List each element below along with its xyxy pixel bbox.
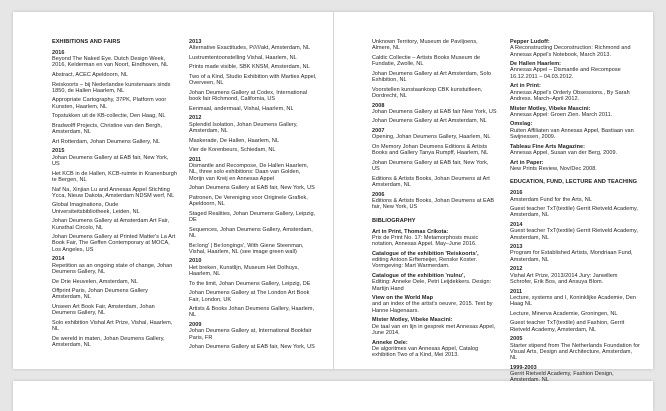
entry: Unseen Art Book Fair, Amsterdam, Johan Deumens Gallery, NL <box>52 304 155 317</box>
year-heading: 2006 <box>372 191 385 198</box>
bib-body: Annesas Appel – Dismantle and Recompose 16.12.2011 – 04.03.2012. <box>510 67 621 80</box>
bib-entry <box>510 39 640 58</box>
entry: Opening, Johan Deumens Gallery, Haarlem, NL <box>372 134 491 141</box>
entry: Staged Realities, Johan Deumens Gallery, Leipzig, DE <box>189 210 316 224</box>
entry: Art Rotterdam, Johan Deumens Gallery, NL <box>52 138 160 145</box>
year-heading: 2010 <box>189 258 202 265</box>
page-fold <box>333 12 334 369</box>
year-heading: 2007 <box>372 128 385 135</box>
entry: Editions & Artists Books, Johan Deumens at EAB fair, New York, US <box>372 197 495 211</box>
bib-body: editing Antoon Erftemeijer, Renske Koster. Vormgeving: Mart Warmerdam. <box>372 257 478 270</box>
entry: Johan Deumens Gallery at Amsterdam Art Fair, Kunsthal Circolo, NL <box>52 218 170 231</box>
entry: Guest teacher TxT(textile) Gerrit Rietveld Academy, Amsterdam, NL <box>510 228 638 241</box>
entry: Lecture, Minerva Academie, Groningen, NL <box>510 310 618 317</box>
bib-title: Catalogue of the exhibition 'Reiskoorts', <box>372 250 479 257</box>
entry: Caldic Collectie – Artists Books Museum de Fundatie, Zwolle, NL <box>372 54 481 68</box>
year-heading: 2015 <box>52 148 65 155</box>
entry: Maskerade, De Hallen, Haarlem, NL <box>189 137 279 144</box>
entry: Be:long' | Be:longings', With Giene Steenman, Vishal, Haarlem, NL (see image green wall) <box>189 242 304 255</box>
entry: Splendid Isolation, Johan Deumens Gallery, Amsterdam, NL <box>189 121 298 135</box>
bib-body: Editing: Anneke Oele, Petri Leijdekkers. Design: Martijn Hand <box>372 279 492 292</box>
entry: Bradwolff Projects, Christine van den Bergh, Amsterdam, NL <box>52 122 163 136</box>
next-page <box>13 381 653 411</box>
bib-body: Annesas Appel's Orderly Obsessions., By Sarah Andress. March–April 2012. <box>510 89 630 102</box>
year-heading: 2009 <box>189 322 202 329</box>
column-exhibitions-2 <box>189 39 317 354</box>
entry: Topstukken uit de KB-collectie, Den Haag, NL <box>52 113 166 120</box>
entry: Het breken, Kunstlijn, Museum Het Dolhuys, Haarlem, NL <box>189 264 300 278</box>
entry: Appropriate Cartography, 37PK, Platform voor Kunsten, Haarlem, NL <box>52 97 167 110</box>
entry: Johan Deumens Gallery at EAB fair New York, US <box>372 108 497 115</box>
bib-entry <box>372 317 497 336</box>
entry: Vishal Art Prize, 2013/2014 Jury: Janwillem Schrofer, Erik Bos, and Ansuya Blom. <box>510 272 618 285</box>
bib-title: Anneke Oele: <box>372 339 408 346</box>
bib-body: A Reconstructing Deconstruction: Richmond and Annesas Appel's Notebook, March 2013. <box>510 45 631 58</box>
year-heading: 2013 <box>189 39 202 45</box>
bib-body: Prix de Print No. 17: Metamorphosis music notation, Annesas Appel. May–June 2016. <box>372 234 479 248</box>
year-heading: 2011 <box>510 288 523 295</box>
column-exhibitions-1 <box>52 39 177 352</box>
bib-title: Mister Motley, Vibeke Mascini: <box>510 105 591 112</box>
entry: Dismantle and Recompose, De Hallen Haarlem, NL, three solo exhibitions: Daan van Golden, Morijn van Kreij en Annesas Appel <box>189 163 309 182</box>
entry: Het KCB in de Hallen, KCB-ruimte in Kranenburgh te Bergen, NL <box>52 170 177 183</box>
entry: Johan Deumens Gallery at Art Amsterdam, Solo Exhibition, NL <box>372 70 491 84</box>
bib-title: De Hallen Haarlem: <box>510 61 562 68</box>
entry: Johan Deumens Gallery at The London Art Book Fair, London, UK <box>189 290 310 303</box>
bib-title: Omslag: <box>510 121 533 128</box>
year-heading: 2016 <box>510 190 523 197</box>
entry: Abstract, ACEC Apeldoorn, NL <box>52 71 128 78</box>
bib-body: Ruiten Affiliaten van Annesas Appel, Bastiaan van Swijnessen, 2009. <box>510 127 634 141</box>
bib-body: New Prints Review, Nov/Dec 2008. <box>510 165 597 172</box>
entry: De wereld in maten, Johan Deumens Gallery, Amsterdam, NL <box>52 335 165 349</box>
bib-body: Annesas Appel, Susan van der Berg, 2009. <box>510 149 618 156</box>
bib-body: De algoritmes van Annesas Appel, Catalog exhibition Two of a Kind, Mei 2013. <box>372 345 479 359</box>
bib-entry <box>510 160 640 173</box>
entry: Johan Deumens Gallery at EAB fair, New York, US <box>189 185 315 192</box>
bib-title: Art in Print, Thomas Crikota: <box>372 228 449 235</box>
year-heading: 2005 <box>510 336 523 343</box>
year-heading: 2014 <box>510 222 523 228</box>
entry: Amsterdam Fund for the Arts, NL <box>510 196 592 203</box>
year-heading: 2011 <box>189 156 202 163</box>
bib-entry <box>510 121 640 140</box>
entry: Vier de Korenbeurs, Schiedam, NL <box>189 147 276 154</box>
entry: Solo exhibition Vishal Art Prize, Vishal, Haarlem, NL <box>52 319 173 333</box>
entry: Prints made visible, SBK KNSM, Amsterdam, NL <box>189 64 310 71</box>
bib-entry <box>372 273 497 292</box>
entry: Two of a Kind, Studio Exhibition with Marties Appel, Overveen, NL <box>189 74 317 87</box>
year-heading: 2016 <box>52 49 65 56</box>
bib-title: View on the World Map <box>372 295 434 302</box>
bib-entry <box>372 251 497 270</box>
bibliography-heading: BIBLIOGRAPHY <box>372 217 416 224</box>
entry: Naf Na, Xinjian Lu and Annesas Appel Stichting Ycca, Nieuw Dakota, Amsterdam NDSM werf, NL <box>52 186 175 199</box>
entry: Lustrumtentoonstelling Vishal, Haarlem, NL <box>189 54 297 61</box>
entry: Johan Deumens Gallery at Printed Matter's La Art Book Fair, The Geffen Contemporary at MOCA, Los Angeles, US <box>52 234 176 253</box>
entry: Johan Deumens Gallery at EAB fair, New York, US <box>52 154 169 168</box>
entry: Johan Deumens Gallery at, International Bookfair Paris, FR <box>189 328 312 341</box>
year-heading: 1999-2003 <box>510 364 537 371</box>
bib-entry <box>510 83 640 102</box>
entry: Global Imaginations, Oude Universiteitsbibliotheek, Leiden, NL <box>52 202 140 215</box>
year-heading: 2014 <box>52 256 65 263</box>
entry: Guest teacher TxT(textile) and Fashion, Gerrit Rietveld Academy, Amsterdam, NL <box>510 320 625 333</box>
entry: Johan Deumens Gallery at Art Amsterdam, NL <box>372 118 487 125</box>
bib-body: Annesas Appel: Groen Zien. March 2011. <box>510 111 613 118</box>
bib-title: Mister Motley, Vibeke Mascini: <box>372 317 453 324</box>
entry: Lecture, systems and I, Koninklijke Academie, Den Haag NL <box>510 294 636 308</box>
entry: Artists & Books Johan Deumens Gallery, Haarlem, NL <box>189 306 315 319</box>
column-exhibitions-bibliography <box>372 39 497 362</box>
entry: Offprint Paris, Johan Deumens Gallery Amsterdam, NL <box>52 288 148 301</box>
year-heading: 2012 <box>189 115 202 122</box>
entry: On Memory Johan Deumens Editions & Artists Books and Gallery Tanya Rumpff, Haarlem, NL <box>372 143 489 157</box>
bib-entry <box>372 229 497 248</box>
bib-entry <box>372 340 497 359</box>
year-heading: 2008 <box>372 102 385 109</box>
entry: Unknown Territory, Museum de Paviljoens, Almere, NL <box>372 39 478 52</box>
bib-title: Pepper Ludoff: <box>510 39 550 45</box>
bib-title: Catalogue of the exhibition 'nulnu', <box>372 272 466 279</box>
year-heading: 2013 <box>510 244 523 251</box>
entry: Johan Deumens Gallery at EAB fair, New York, US <box>189 344 315 351</box>
bib-entry <box>510 61 640 80</box>
bib-body: De taal van en lijn in gesprek met Annesas Appel, June 2014. <box>372 323 496 336</box>
entry: Voorstellen kunstaankoop CBK kunstuitleen, Dordrecht, NL <box>372 86 483 99</box>
column-bibliography-education <box>510 39 640 387</box>
entry: Patronen, De Vereniging voor Originele Grafiek, Apeldoorn, NL <box>189 194 308 208</box>
bib-title: Art in Paper: <box>510 159 544 166</box>
book-spread <box>13 12 653 378</box>
entry: Eenmaal, andermaal, Vishal, Haarlem, NL <box>189 105 294 112</box>
entry: Program for Established Artists, Mondriaan Fund, Amsterdam, NL <box>510 250 633 263</box>
entry: Johan Deumens Gallery at EAB fair, New York, US <box>372 159 489 173</box>
bib-body: and an index of the artist's oeuvre, 2015. Text by Hanne Hagenaars. <box>372 301 493 314</box>
entry: Starter stipend from The Netherlands Foundation for Visual Arts, Design and Architecture, Amsterdam, NL <box>510 342 640 362</box>
entry: Beyond The Naked Eye. Dutch Design Week, 2016, Kelderman en van Noort, Eindhoven, NL <box>52 56 169 69</box>
entry: Alternative Exactitudes, P/////akt, Amsterdam, NL <box>189 45 311 52</box>
entry: Guest teacher TxT(textile) Gerrit Rietveld Academy, Amsterdam, NL <box>510 206 638 219</box>
year-heading: 2012 <box>510 266 523 273</box>
bib-entry <box>510 106 640 119</box>
entry: Johan Deumens Gallery at Codex, International book fair Richmond, California, US <box>189 89 308 103</box>
education-heading: EDUCATION, FUND, LECTURE AND TEACHING <box>510 179 638 186</box>
exhibitions-heading: EXHIBITIONS AND FAIRS <box>52 39 121 45</box>
bib-entry <box>372 295 497 314</box>
entry: To the limit, Johan Deumens Gallery, Leipzig, DE <box>189 280 311 287</box>
entry: De Drie Heuvelen, Amsterdam, NL <box>52 278 138 285</box>
entry: Editions & Artists Books, Johan Deumens at Art Amsterdam, NL <box>372 175 490 189</box>
entry: Repetition as an ongoing state of change, Johan Deumens Gallery, NL <box>52 262 173 275</box>
entry: Sequences, Johan Deumens Gallery, Amsterdam, NL <box>189 226 313 239</box>
entry: Gerrit Rietveld Academy, Fashion Design, <box>510 371 614 378</box>
entry: Reiskoorts – bij Nederlandse kunstenaars sinds 1850, de Hallen Haarlem, NL <box>52 81 171 94</box>
bib-entry <box>510 144 640 157</box>
bib-title: Tableau Fine Arts Magazine: <box>510 143 586 150</box>
bib-title: Art in Print: <box>510 83 541 90</box>
